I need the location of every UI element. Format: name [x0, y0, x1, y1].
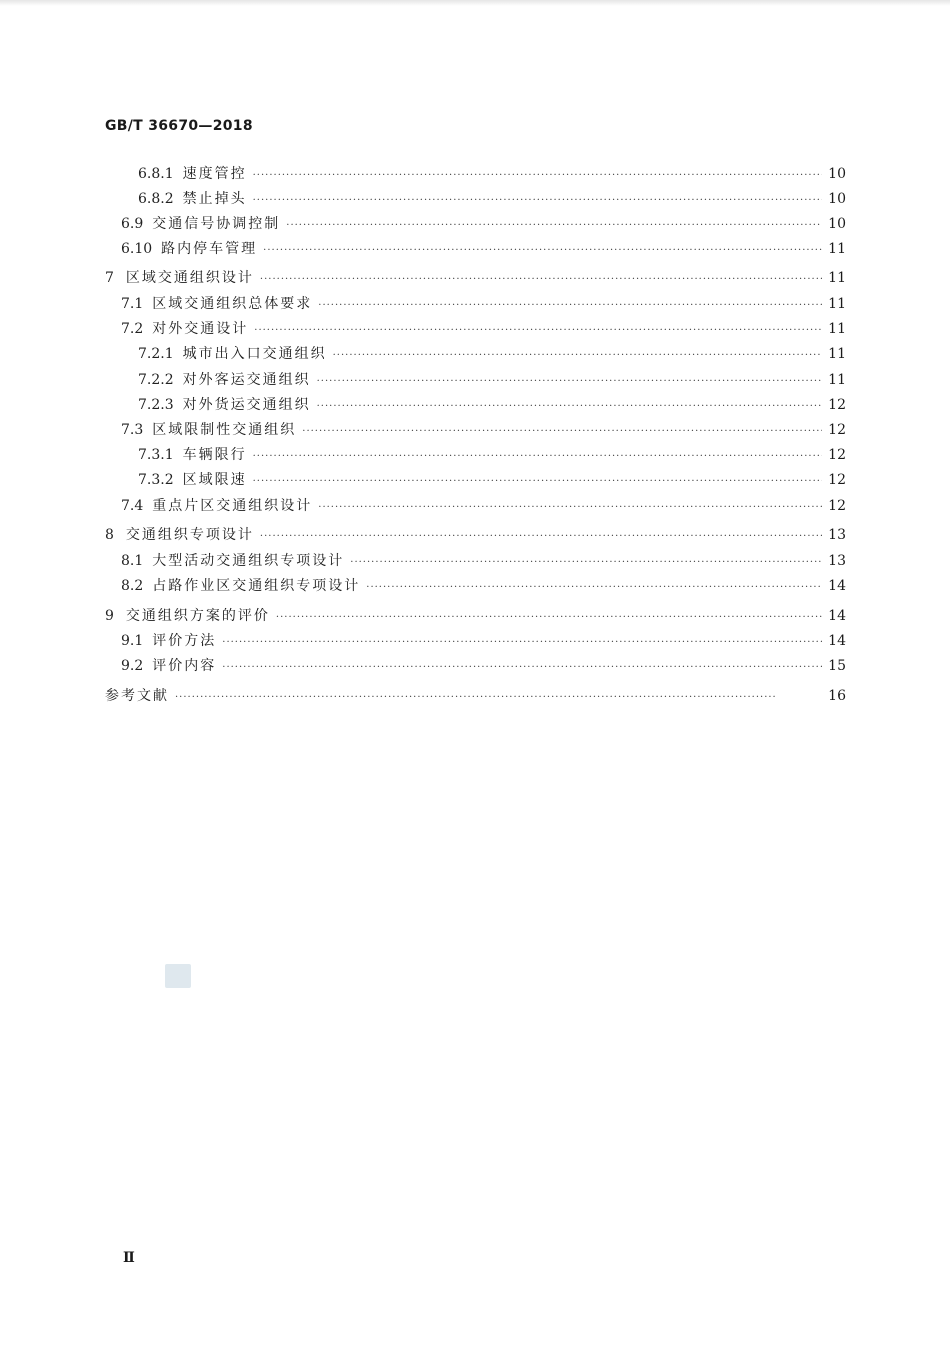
toc-number: 7.4 [121, 498, 144, 514]
toc-number: 9.1 [121, 633, 144, 649]
leader-dots [317, 401, 822, 412]
toc-number: 7.3 [121, 422, 144, 438]
page-number: Ⅱ [123, 1250, 135, 1266]
toc-page: 11 [828, 321, 846, 337]
toc-number: 7.2.1 [138, 346, 174, 362]
toc-title: 城市出入口交通组织 [182, 346, 327, 362]
leader-dots [350, 557, 822, 568]
toc-page: 14 [828, 578, 846, 594]
toc-number: 8.2 [121, 578, 144, 594]
toc-title: 占路作业区交通组织专项设计 [152, 578, 361, 594]
toc-title: 参考文献 [105, 688, 169, 704]
toc-number: 7.3.2 [138, 472, 174, 488]
toc-entry-7-3-1[interactable] [138, 444, 846, 466]
toc-number: 6.10 [121, 241, 153, 257]
toc-title: 区域限制性交通组织 [152, 422, 297, 438]
toc-entry-7-3[interactable] [121, 419, 846, 441]
toc-entry-7-4[interactable] [121, 495, 846, 517]
toc-entry-8-1[interactable] [121, 550, 846, 572]
toc-title: 交通组织专项设计 [125, 527, 254, 543]
toc-number: 7.3.1 [138, 447, 174, 463]
toc-title: 评价内容 [152, 658, 217, 674]
toc-title: 对外客运交通组织 [182, 372, 311, 388]
toc-title: 对外交通设计 [152, 321, 249, 337]
toc-entry-7[interactable] [105, 267, 846, 289]
toc-number: 8 [105, 527, 114, 543]
toc-entry-6-10[interactable] [121, 238, 846, 260]
leader-dots [253, 451, 822, 462]
toc-number: 7.1 [121, 296, 144, 312]
toc-entry-9[interactable] [105, 605, 846, 627]
toc-entry-7-1[interactable] [121, 293, 846, 315]
toc-entry-6-9[interactable] [121, 213, 846, 235]
toc-title: 评价方法 [152, 633, 217, 649]
toc-page: 11 [828, 372, 846, 388]
leader-dots [366, 582, 822, 593]
toc-title: 禁止掉头 [182, 191, 247, 207]
leader-dots [175, 692, 822, 703]
toc-number: 8.1 [121, 553, 144, 569]
toc-entry-references[interactable] [105, 685, 846, 707]
toc-title: 区域限速 [182, 472, 247, 488]
toc-number: 7 [105, 270, 114, 286]
toc-page: 14 [828, 608, 846, 624]
leader-dots [317, 376, 822, 387]
leader-dots [302, 426, 822, 437]
toc-title: 区域交通组织设计 [125, 270, 254, 286]
toc-number: 6.9 [121, 216, 144, 232]
toc-entry-9-2[interactable] [121, 655, 846, 677]
toc-entry-8-2[interactable] [121, 575, 846, 597]
toc-page: 11 [828, 346, 846, 362]
toc-page: 15 [828, 658, 846, 674]
toc-title: 对外货运交通组织 [182, 397, 311, 413]
leader-dots [254, 325, 822, 336]
toc-entry-6-8-2[interactable] [138, 188, 846, 210]
leader-dots [222, 637, 822, 648]
leader-dots [318, 300, 822, 311]
toc-page: 13 [828, 527, 846, 543]
leader-dots [263, 245, 822, 256]
standard-code: GB/T 36670—2018 [105, 118, 253, 134]
leader-dots [222, 662, 822, 673]
toc-number: 9 [105, 608, 114, 624]
toc-title: 交通信号协调控制 [152, 216, 281, 232]
toc-entry-7-3-2[interactable] [138, 469, 846, 491]
leader-dots [260, 274, 822, 285]
toc-page: 12 [828, 498, 846, 514]
toc-page: 11 [828, 296, 846, 312]
leader-dots [260, 531, 822, 542]
toc-title: 路内停车管理 [161, 241, 258, 257]
toc-page: 12 [828, 397, 846, 413]
toc-number: 7.2 [121, 321, 144, 337]
toc-number: 6.8.1 [138, 166, 174, 182]
toc-page: 16 [828, 688, 846, 704]
toc-page: 13 [828, 553, 846, 569]
toc-page: 11 [828, 270, 846, 286]
leader-dots [253, 170, 822, 181]
toc-title: 区域交通组织总体要求 [152, 296, 313, 312]
toc-page: 10 [828, 166, 846, 182]
toc-title: 速度管控 [182, 166, 247, 182]
toc-number: 6.8.2 [138, 191, 174, 207]
toc-page: 12 [828, 472, 846, 488]
toc-page: 12 [828, 447, 846, 463]
toc-title: 大型活动交通组织专项设计 [152, 553, 345, 569]
toc-page: 12 [828, 422, 846, 438]
leader-dots [253, 476, 822, 487]
toc-number: 7.2.2 [138, 372, 174, 388]
toc-title: 车辆限行 [182, 447, 247, 463]
leader-dots [253, 195, 822, 206]
toc-entry-9-1[interactable] [121, 630, 846, 652]
toc-entry-6-8-1[interactable] [138, 163, 846, 185]
toc-entry-7-2-2[interactable] [138, 369, 846, 391]
scan-edge [0, 0, 950, 6]
toc-page: 10 [828, 191, 846, 207]
leader-dots [286, 220, 822, 231]
leader-dots [318, 502, 822, 513]
toc-entry-7-2-3[interactable] [138, 394, 846, 416]
leader-dots [333, 350, 822, 361]
toc-number: 7.2.3 [138, 397, 174, 413]
scan-artifact [165, 964, 191, 988]
toc-number: 9.2 [121, 658, 144, 674]
toc-title: 交通组织方案的评价 [125, 608, 270, 624]
toc-entry-7-2-1[interactable] [138, 343, 846, 365]
toc-entry-8[interactable] [105, 524, 846, 546]
toc-entry-7-2[interactable] [121, 318, 846, 340]
toc-page: 10 [828, 216, 846, 232]
toc-page: 14 [828, 633, 846, 649]
leader-dots [276, 612, 822, 623]
toc-title: 重点片区交通组织设计 [152, 498, 313, 514]
toc-page: 11 [828, 241, 846, 257]
